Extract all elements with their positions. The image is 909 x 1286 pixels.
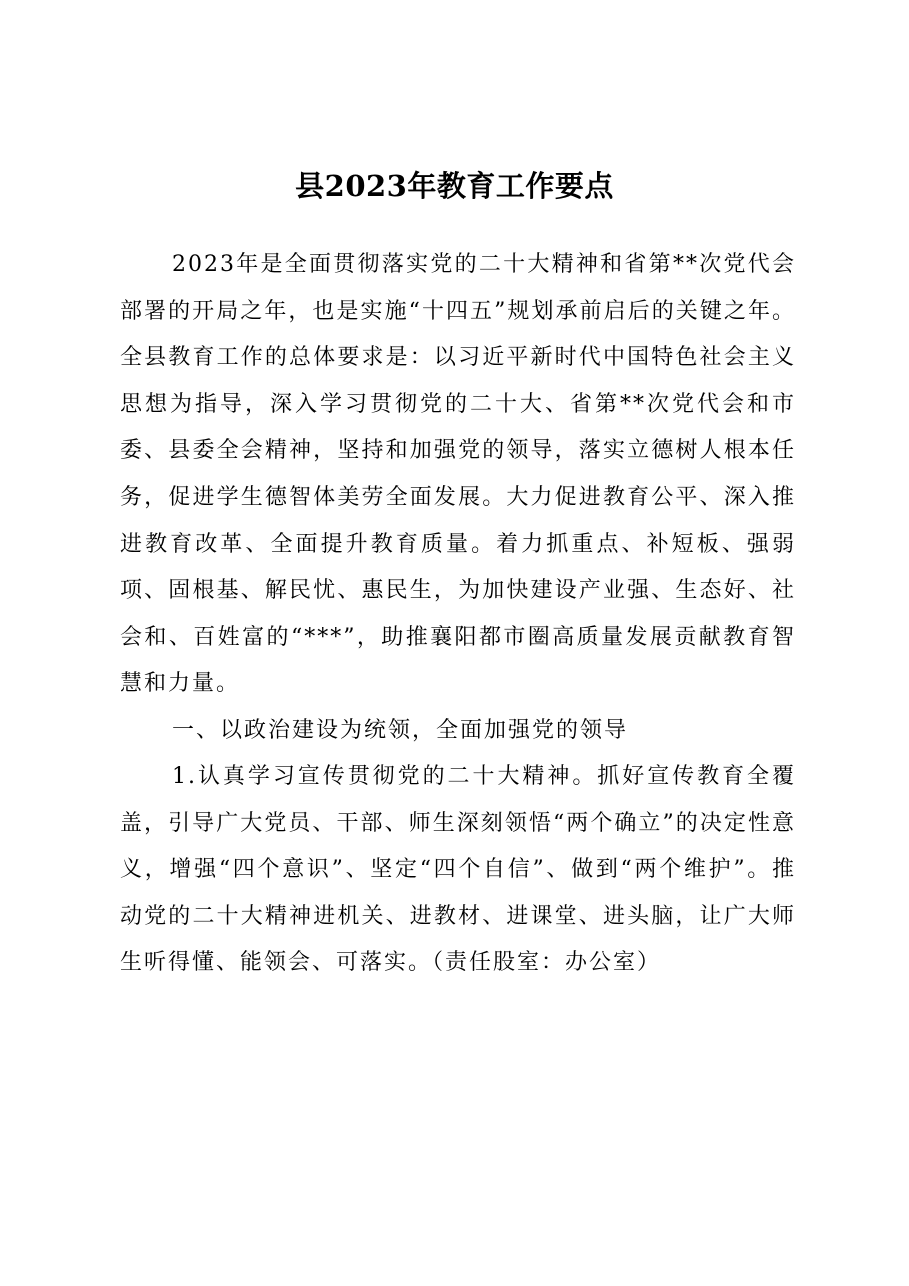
list-item: 1.认真学习宣传贯彻党的二十大精神。抓好宣传教育全覆盖，引导广大党员、干部、师生深刻领悟“两个确立”的决定性意义，增强“四个意识”、坚定“四个自信”、做到“两个维护”。推动党的二十大精神进机关、进教材、进课堂、进头脑，让广大师生听得懂、能领会、可落实。（责任股室：办公室）: [120, 764, 796, 976]
section-heading: 一、以政治建设为统领，全面加强党的领导: [172, 718, 629, 743]
document-title: 县2023年教育工作要点: [295, 169, 614, 203]
intro-paragraph: 2023年是全面贯彻落实党的二十大精神和省第**次党代会部署的开局之年，也是实施“十四五”规划承前启后的关键之年。全县教育工作的总体要求是：以习近平新时代中国特色社会主义思想为指导，深入学习贯彻党的二十大、省第**次党代会和市委、县委全会精神，坚持和加强党的领导，落实立德树人根本任务，促进学生德智体美劳全面发展。大力促进教育公平、深入推进教育改革、全面提升教育质量。着力抓重点、补短板、强弱项、固根基、解民忧、惠民生，为加快建设产业强、生态好、社会和、百姓富的“***”，助推襄阳都市圈高质量发展贡献教育智慧和力量。: [120, 252, 796, 697]
